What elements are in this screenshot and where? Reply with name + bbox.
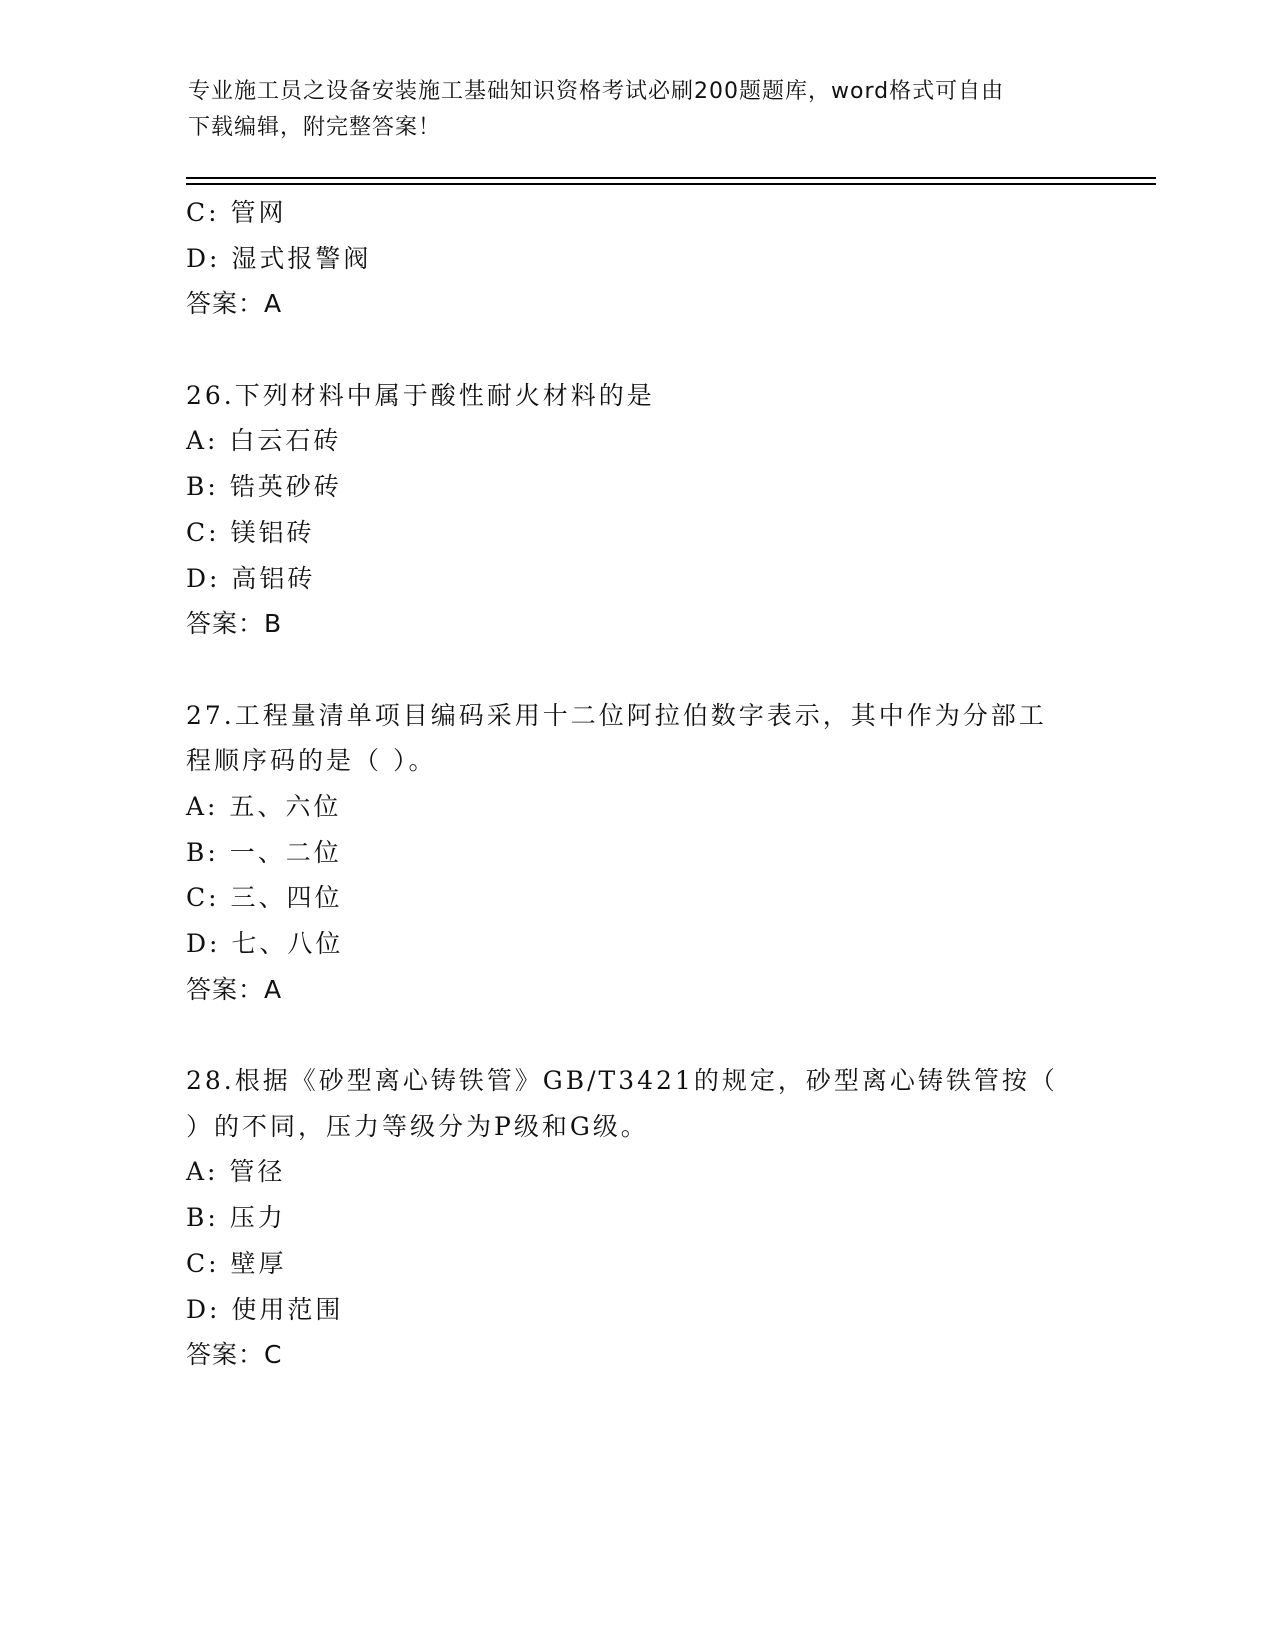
header-divider-top (186, 177, 1156, 179)
option-c: C: 三、四位 (186, 883, 343, 913)
option-b: B: 一、二位 (186, 837, 342, 867)
option-b: B: 压力 (186, 1203, 286, 1233)
document-header (188, 74, 1068, 146)
question-block-27 (186, 693, 1086, 1013)
question-stem-line-1: 28.根据《砂型离心铸铁管》GB/T3421的规定，砂型离心铸铁管按（ (186, 1066, 1058, 1096)
option-b: B: 锆英砂砖 (186, 472, 342, 502)
header-divider-bottom (186, 183, 1156, 185)
question-stem-line-1: 27.工程量清单项目编码采用十二位阿拉伯数字表示，其中作为分部工 (186, 700, 1047, 730)
spacer (186, 1012, 1086, 1058)
answer-line: 答案：A (186, 974, 283, 1004)
option-c: C: 管网 (186, 198, 287, 227)
option-d: D: 高铝砖 (186, 563, 316, 593)
option-c: C: 壁厚 (186, 1248, 287, 1278)
question-stem-line-2: ）的不同，压力等级分为P级和G级。 (186, 1111, 649, 1141)
option-a: A: 管径 (186, 1157, 286, 1187)
question-block-26 (186, 373, 1086, 647)
option-d: D: 湿式报警阀 (186, 243, 372, 273)
answer-line: 答案：B (186, 609, 283, 639)
answer-line: 答案：A (186, 289, 283, 319)
question-block-25 (186, 190, 1086, 327)
option-d: D: 七、八位 (186, 929, 344, 958)
answer-line: 答案：C (186, 1340, 283, 1370)
question-block-28 (186, 1058, 1086, 1378)
option-c: C: 镁铝砖 (186, 517, 315, 547)
spacer (186, 647, 1086, 693)
spacer (186, 327, 1086, 373)
option-a: A: 五、六位 (186, 791, 342, 821)
question-stem: 26.下列材料中属于酸性耐火材料的是 (186, 380, 655, 410)
option-d: D: 使用范围 (186, 1294, 344, 1324)
document-body (186, 190, 1086, 1378)
header-line-2: 下载编辑，附完整答案！ (188, 115, 442, 140)
header-line-1: 专业施工员之设备安装施工基础知识资格考试必刷200题题库，word格式可自由 (188, 79, 1005, 104)
option-a: A: 白云石砖 (186, 426, 342, 456)
question-stem-line-2: 程顺序码的是（ ）。 (186, 746, 437, 776)
